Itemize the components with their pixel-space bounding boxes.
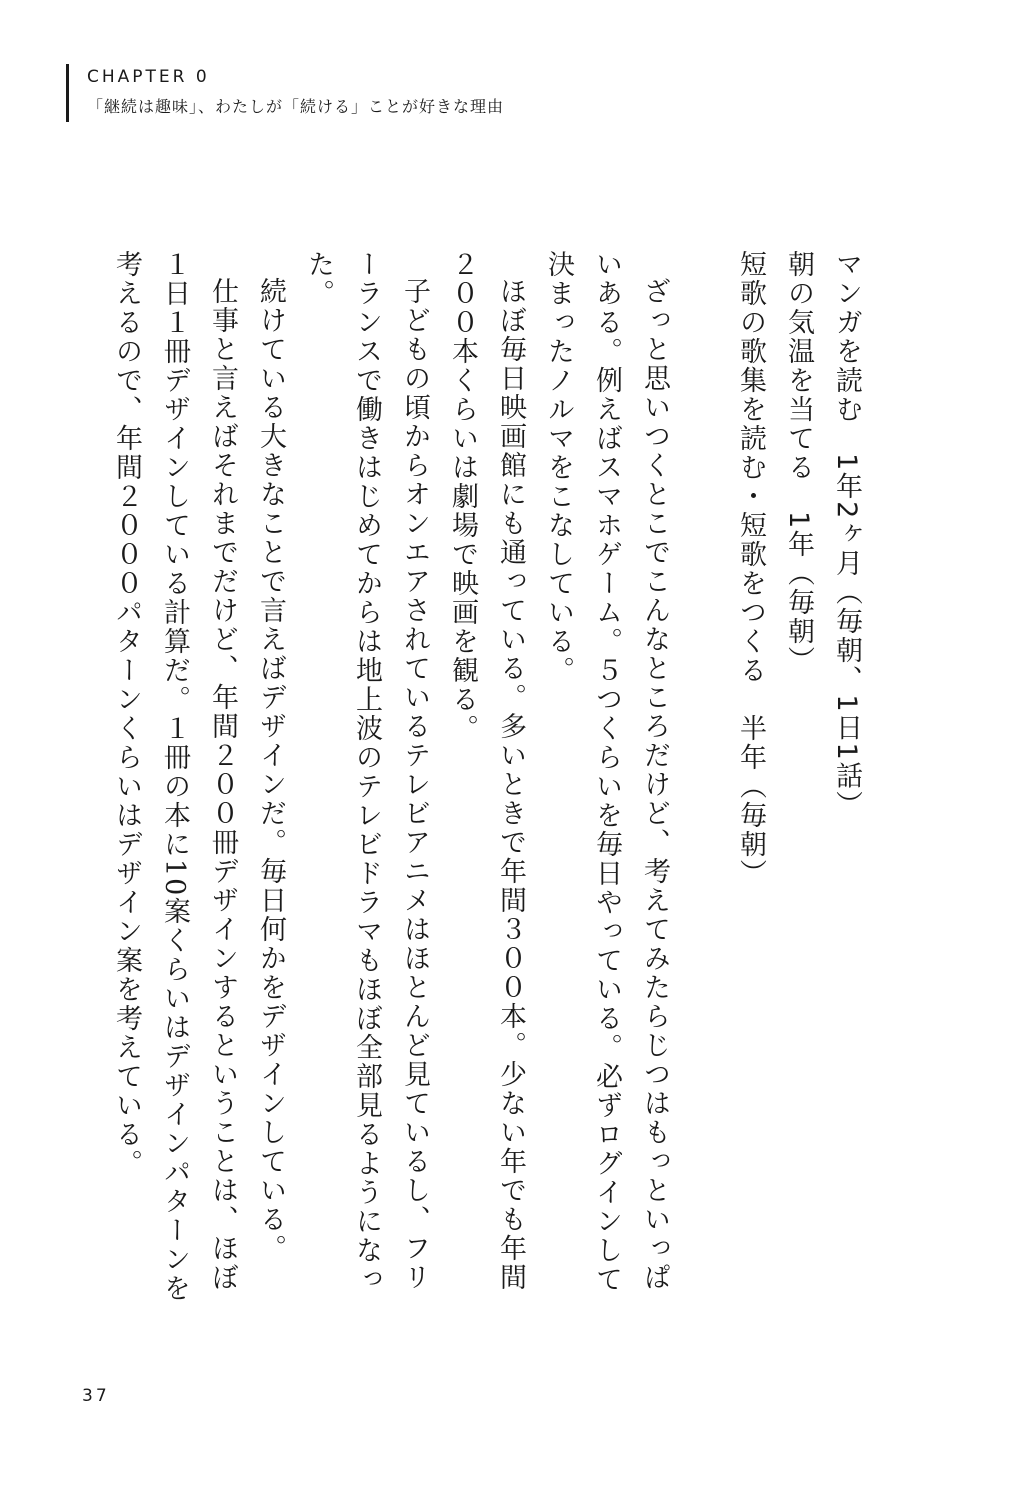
paragraph: 子どもの頃からオンエアされているテレビアニメはほとんど見ているし、フリーランスで働きはじめてからは地上波のテレビドラマもほぼ全部見るようになった。	[303, 250, 430, 1294]
chapter-label: CHAPTER 0	[87, 67, 210, 87]
list-item: 短歌の歌集を読む・短歌をつくる 半年（毎朝）	[735, 250, 766, 888]
paragraph: ほぼ毎日映画館にも通っている。多いときで年間３００本。少ない年でも年間２００本くらいは劇場で映画を観る。	[447, 250, 526, 1292]
chapter-header	[66, 64, 504, 122]
paragraph-gap	[678, 250, 726, 1320]
page-number: 37	[82, 1386, 110, 1406]
paragraph: 続けている大きなことで言えばデザインだ。毎日何かをデザインしている。	[255, 277, 286, 1263]
paragraph: ざっと思いつくとこでこんなところだけど、考えてみたらじつはもっといっぱいある。例えばスマホゲーム。５つくらいを毎日やっている。必ずログインして決まったノルマをこなしている。	[543, 250, 670, 1294]
list-item: 朝の気温を当てる 1年（毎朝）	[783, 250, 814, 676]
paragraph: 仕事と言えばそれまでだけど、年間２００冊デザインするということは、ほぼ１日１冊デザインしている計算だ。１冊の本に10案くらいはデザインパターンを考えるので、年間２０００パターンくらいはデザイン案を考えている。	[111, 250, 238, 1304]
chapter-title: 「継続は趣味」、わたしが「続ける」ことが好きな理由	[87, 97, 505, 116]
list-item: マンガを読む 1年2ヶ月（毎朝、1日1話）	[831, 250, 862, 820]
vertical-body-text	[102, 250, 870, 1320]
